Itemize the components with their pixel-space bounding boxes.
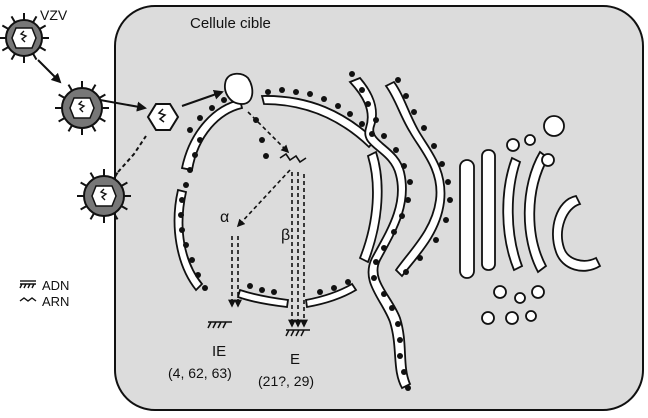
ribosome-dot xyxy=(187,167,193,173)
ribosome-dot xyxy=(183,182,189,188)
ribosome-dot xyxy=(403,93,409,99)
cell-title: Cellule cible xyxy=(190,15,271,32)
ribosome-dot xyxy=(345,279,351,285)
ribosome-dot xyxy=(365,101,371,107)
ribosome-dot xyxy=(431,143,437,149)
ribosome-dot xyxy=(421,125,427,131)
ribosome-dot xyxy=(403,269,409,275)
ribosome-dot xyxy=(443,217,449,223)
ribosome-dot xyxy=(197,137,203,143)
ribosome-dot xyxy=(445,179,451,185)
ribosome-dot xyxy=(405,385,411,391)
label-alpha: α xyxy=(220,209,230,226)
ribosome-dot xyxy=(195,272,201,278)
ribosome-dot xyxy=(395,77,401,83)
ribosome-dot xyxy=(202,285,208,291)
ribosome-dot xyxy=(447,197,453,203)
ribosome-dot xyxy=(369,131,375,137)
ribosome-dot xyxy=(259,287,265,293)
legend-arn-label: ARN xyxy=(42,294,70,309)
ribosome-dot xyxy=(179,227,185,233)
ribosome-dot xyxy=(197,115,203,121)
e-genes: (21?, 29) xyxy=(258,373,315,389)
ribosome-dot xyxy=(279,87,285,93)
ribosome-dot xyxy=(407,179,413,185)
capsid-in-cytoplasm xyxy=(148,104,178,130)
ribosome-dot xyxy=(389,305,395,311)
ribosome-dot xyxy=(359,87,365,93)
ribosome-dot xyxy=(381,133,387,139)
virions-group xyxy=(0,13,131,223)
ribosome-dot xyxy=(192,152,198,158)
ribosome-dot xyxy=(259,137,265,143)
ribosome-dot xyxy=(381,245,387,251)
legend-adn-label: ADN xyxy=(42,278,70,293)
ribosome-dot xyxy=(349,71,355,77)
ribosome-dot xyxy=(371,275,377,281)
ribosome-dot xyxy=(335,103,341,109)
ribosome-dot xyxy=(393,147,399,153)
legend-rna-icon xyxy=(20,298,36,301)
ribosome-dot xyxy=(381,291,387,297)
ribosome-dot xyxy=(359,121,365,127)
ie-genes: (4, 62, 63) xyxy=(168,365,232,381)
ribosome-dot xyxy=(373,117,379,123)
ribosome-dot xyxy=(293,89,299,95)
ribosome-dot xyxy=(183,242,189,248)
ribosome-dot xyxy=(317,289,323,295)
ribosome-dot xyxy=(189,257,195,263)
ribosome-dot xyxy=(373,259,379,265)
ribosome-dot xyxy=(247,283,253,289)
ribosome-dot xyxy=(221,97,227,103)
ribosome-dot xyxy=(271,289,277,295)
ribosome-dot xyxy=(209,105,215,111)
e-title: E xyxy=(290,351,301,368)
ribosome-dot xyxy=(265,89,271,95)
ribosome-dot xyxy=(179,197,185,203)
ribosome-dot xyxy=(417,255,423,261)
ribosome-dot xyxy=(405,197,411,203)
virus-label: VZV xyxy=(40,7,68,23)
ribosome-dot xyxy=(439,161,445,167)
ribosome-dot xyxy=(397,353,403,359)
ribosome-dot xyxy=(401,369,407,375)
ribosome-dot xyxy=(397,337,403,343)
ribosome-dot xyxy=(433,237,439,243)
ribosome-dot xyxy=(331,285,337,291)
ribosome-dot xyxy=(401,163,407,169)
ribosome-dot xyxy=(263,153,269,159)
ribosome-dot xyxy=(347,111,353,117)
ribosome-dot xyxy=(178,212,184,218)
ribosome-dot xyxy=(187,127,193,133)
virion xyxy=(55,81,109,135)
legend xyxy=(20,278,69,309)
ie-title: IE xyxy=(212,343,227,360)
ribosome-dot xyxy=(307,91,313,97)
label-beta: β xyxy=(281,227,291,244)
ribosome-dot xyxy=(395,321,401,327)
ribosome-dot xyxy=(399,213,405,219)
ribosome-dot xyxy=(321,96,327,102)
ribosome-dot xyxy=(411,109,417,115)
ribosome-dot xyxy=(391,229,397,235)
legend-dna-icon xyxy=(20,281,36,288)
